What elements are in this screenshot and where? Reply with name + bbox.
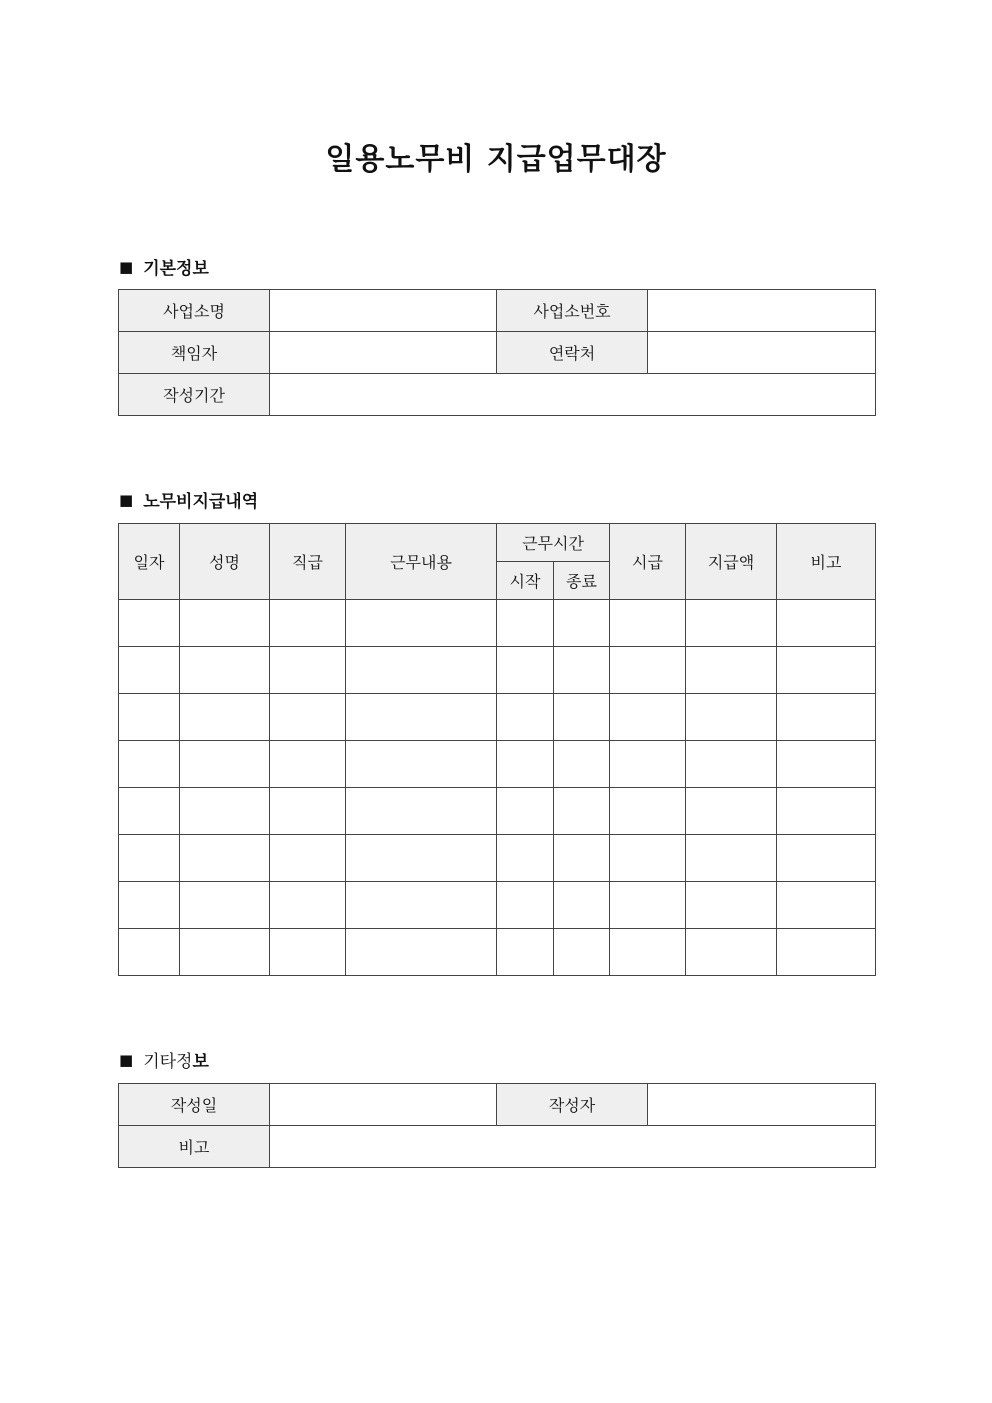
field-contact[interactable] [648,332,876,374]
cell-position[interactable] [270,600,346,647]
cell-name[interactable] [180,882,270,929]
cell-start[interactable] [497,694,554,741]
cell-end[interactable] [554,694,610,741]
payment-table [118,523,876,976]
col-work-hours: 근무시간 [497,524,610,562]
cell-name[interactable] [180,929,270,976]
table-row [119,600,876,647]
cell-hourly-wage[interactable] [610,741,686,788]
table-row [119,694,876,741]
table-row [119,1126,876,1168]
cell-amount[interactable] [686,788,777,835]
cell-remarks[interactable] [777,694,876,741]
cell-remarks[interactable] [777,929,876,976]
cell-hourly-wage[interactable] [610,694,686,741]
label-manager: 책임자 [119,332,270,374]
cell-amount[interactable] [686,694,777,741]
cell-position[interactable] [270,882,346,929]
header-row [119,524,876,562]
cell-date[interactable] [119,694,180,741]
table-row [119,1084,876,1126]
square-bullet-icon: ■ [119,1050,134,1069]
col-amount: 지급액 [686,524,777,600]
cell-position[interactable] [270,694,346,741]
section-heading-payments [119,487,258,512]
page-title: 일용노무비 지급업무대장 [325,142,667,177]
section-heading-basic [119,254,209,279]
square-bullet-icon: ■ [119,490,134,509]
section-heading-other-label [143,1047,209,1072]
cell-end[interactable] [554,835,610,882]
cell-position[interactable] [270,741,346,788]
table-row [119,332,876,374]
col-start: 시작 [497,562,554,600]
cell-end[interactable] [554,788,610,835]
field-remarks[interactable] [270,1126,876,1168]
cell-name[interactable] [180,741,270,788]
cell-end[interactable] [554,741,610,788]
cell-work-content[interactable] [346,694,497,741]
cell-work-content[interactable] [346,835,497,882]
table-row [119,929,876,976]
label-workplace-number: 사업소번호 [497,290,648,332]
cell-date[interactable] [119,835,180,882]
cell-start[interactable] [497,882,554,929]
table-row [119,882,876,929]
cell-hourly-wage[interactable] [610,882,686,929]
cell-name[interactable] [180,647,270,694]
field-manager[interactable] [270,332,497,374]
col-hourly-wage: 시급 [610,524,686,600]
cell-start[interactable] [497,929,554,976]
cell-date[interactable] [119,741,180,788]
cell-remarks[interactable] [777,600,876,647]
field-period[interactable] [270,374,876,416]
cell-remarks[interactable] [777,835,876,882]
col-name: 성명 [180,524,270,600]
col-date: 일자 [119,524,180,600]
cell-hourly-wage[interactable] [610,600,686,647]
cell-remarks[interactable] [777,741,876,788]
field-workplace-number[interactable] [648,290,876,332]
cell-start[interactable] [497,835,554,882]
section-heading-other [119,1047,209,1072]
cell-date[interactable] [119,882,180,929]
cell-hourly-wage[interactable] [610,647,686,694]
cell-start[interactable] [497,647,554,694]
cell-date[interactable] [119,929,180,976]
cell-work-content[interactable] [346,929,497,976]
cell-name[interactable] [180,694,270,741]
cell-hourly-wage[interactable] [610,788,686,835]
field-workplace-name[interactable] [270,290,497,332]
section-heading-payments-label: 노무비지급내역 [143,492,259,512]
col-end: 종료 [554,562,610,600]
cell-date[interactable] [119,600,180,647]
table-row [119,788,876,835]
label-contact: 연락처 [497,332,648,374]
other-info-table [118,1083,876,1168]
cell-amount[interactable] [686,741,777,788]
cell-start[interactable] [497,741,554,788]
cell-work-content[interactable] [346,788,497,835]
cell-amount[interactable] [686,600,777,647]
label-period: 작성기간 [119,374,270,416]
cell-date[interactable] [119,647,180,694]
cell-amount[interactable] [686,882,777,929]
cell-hourly-wage[interactable] [610,835,686,882]
cell-position[interactable] [270,929,346,976]
label-written-date: 작성일 [119,1084,270,1126]
col-remarks: 비고 [777,524,876,600]
col-work-content: 근무내용 [346,524,497,600]
col-position: 직급 [270,524,346,600]
label-remarks: 비고 [119,1126,270,1168]
cell-work-content[interactable] [346,741,497,788]
square-bullet-icon: ■ [119,257,134,276]
cell-work-content[interactable] [346,600,497,647]
cell-work-content[interactable] [346,647,497,694]
cell-end[interactable] [554,929,610,976]
cell-name[interactable] [180,600,270,647]
cell-amount[interactable] [686,835,777,882]
table-row [119,835,876,882]
section-heading-other-part2: 보 [192,1052,209,1072]
cell-name[interactable] [180,788,270,835]
cell-position[interactable] [270,835,346,882]
cell-start[interactable] [497,788,554,835]
section-heading-other-part1: 기타정 [143,1052,193,1072]
cell-end[interactable] [554,600,610,647]
cell-work-content[interactable] [346,882,497,929]
cell-remarks[interactable] [777,647,876,694]
table-row [119,647,876,694]
section-heading-basic-label: 기본정보 [143,259,209,279]
cell-amount[interactable] [686,647,777,694]
table-row [119,290,876,332]
cell-date[interactable] [119,788,180,835]
cell-position[interactable] [270,647,346,694]
label-workplace-name: 사업소명 [119,290,270,332]
cell-amount[interactable] [686,929,777,976]
cell-end[interactable] [554,647,610,694]
cell-hourly-wage[interactable] [610,929,686,976]
cell-end[interactable] [554,882,610,929]
cell-remarks[interactable] [777,788,876,835]
cell-start[interactable] [497,600,554,647]
label-writer: 작성자 [497,1084,648,1126]
table-row [119,374,876,416]
basic-info-table [118,289,876,416]
cell-remarks[interactable] [777,882,876,929]
cell-name[interactable] [180,835,270,882]
table-row [119,741,876,788]
cell-position[interactable] [270,788,346,835]
field-writer[interactable] [648,1084,876,1126]
field-written-date[interactable] [270,1084,497,1126]
